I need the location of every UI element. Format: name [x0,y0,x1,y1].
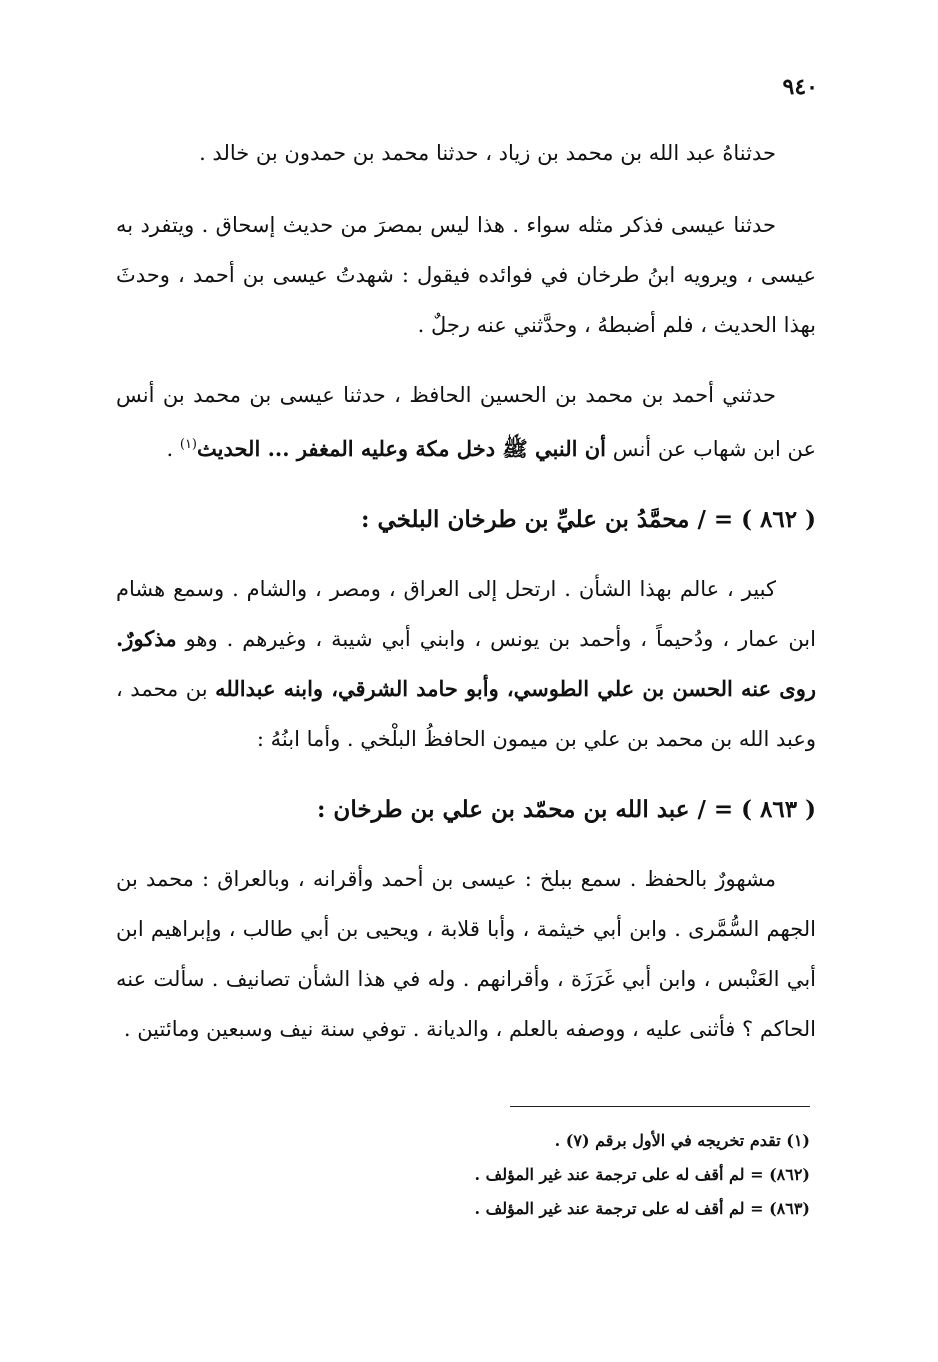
paragraph-4-end: بن محمد ، وعبد الله بن محمد بن علي بن ميمون الحافظُ البلْخي . وأما ابنُهُ : [116,677,816,751]
footnotes [110,1124,810,1226]
narrators-list: مذكورٌ. روى عنه الحسن بن علي الطوسي، وأبو حامد الشرقي، وابنه عبدالله [116,626,816,701]
paragraph-5: مشهورٌ بالحفظ . سمع ببلخ : عيسى بن أحمد وأقرانه ، وبالعراق : محمد بن الجهم السُّمَّرى . وابن أبي خيثمة ، وأبا قلابة ، ويحيى بن أبي طالب ، وإبراهيم ابن أبي العَنْبس ، وابن أبي غَرَزَة ، وأقرانهم . وله في هذا الشأن تصانيف . سألت عنه الحاكم ؟ فأثنى عليه ، ووصفه بالعلم ، والديانة . توفي سنة نيف وسبعين ومائتين . [116,867,816,1041]
paragraph-4 [116,564,816,764]
entry-heading-863: ( ٨٦٣ ) = / عبد الله بن محمّد بن علي بن طرخان : [316,796,816,823]
footnote-divider [510,1106,810,1107]
paragraph-4-text: كبير ، عالم بهذا الشأن . ارتحل إلى العراق ، ومصر ، والشام . وسمع هشام ابن عمار ، ودُحيماً ، وأحمد بن يونس ، وابني أبي شيبة ، وغيرهم . وهو [116,577,816,651]
paragraph-2: حدثنا عيسى فذكر مثله سواء . هذا ليس بمصرَ من حديث إسحاق . ويتفرد به عيسى ، ويرويه ابنُ طرخان في فوائده فيقول : شهدتُ عيسى بن أحمد ، وحدثَ بهذا الحديث ، فلم أضبطهُ ، وحدَّثني عنه رجلٌ . [116,213,816,337]
footnote-862: (٨٦٢) = لم أقف له على ترجمة عند غير المؤلف . [474,1165,810,1184]
entry-heading-862: ( ٨٦٢ ) = / محمَّدُ بن عليِّ بن طرخان البلخي : [360,506,816,533]
main-text [116,128,816,1074]
paragraph-1: حدثناهُ عبد الله بن محمد بن زياد ، حدثنا محمد بن حمدون بن خالد . [199,141,776,165]
page-number: ٩٤٠ [782,74,818,100]
footnote-863: (٨٦٣) = لم أقف له على ترجمة عند غير المؤلف . [474,1199,810,1218]
footnote-1: (١) تقدم تخريجه في الأول برقم (٧) . [554,1131,810,1150]
paragraph-3 [116,370,816,474]
footnote-reference-1: (١) [179,437,197,452]
paragraph-3-text: حدثني أحمد بن محمد بن الحسين الحافظ ، حدثنا عيسى بن محمد بن أنس عن ابن شهاب عن أنس [116,383,816,461]
hadith-quote: أن النبي ﷺ دخل مكة وعليه المغفر ... الحديث [197,436,607,461]
paragraph-3-end: . [166,437,180,461]
